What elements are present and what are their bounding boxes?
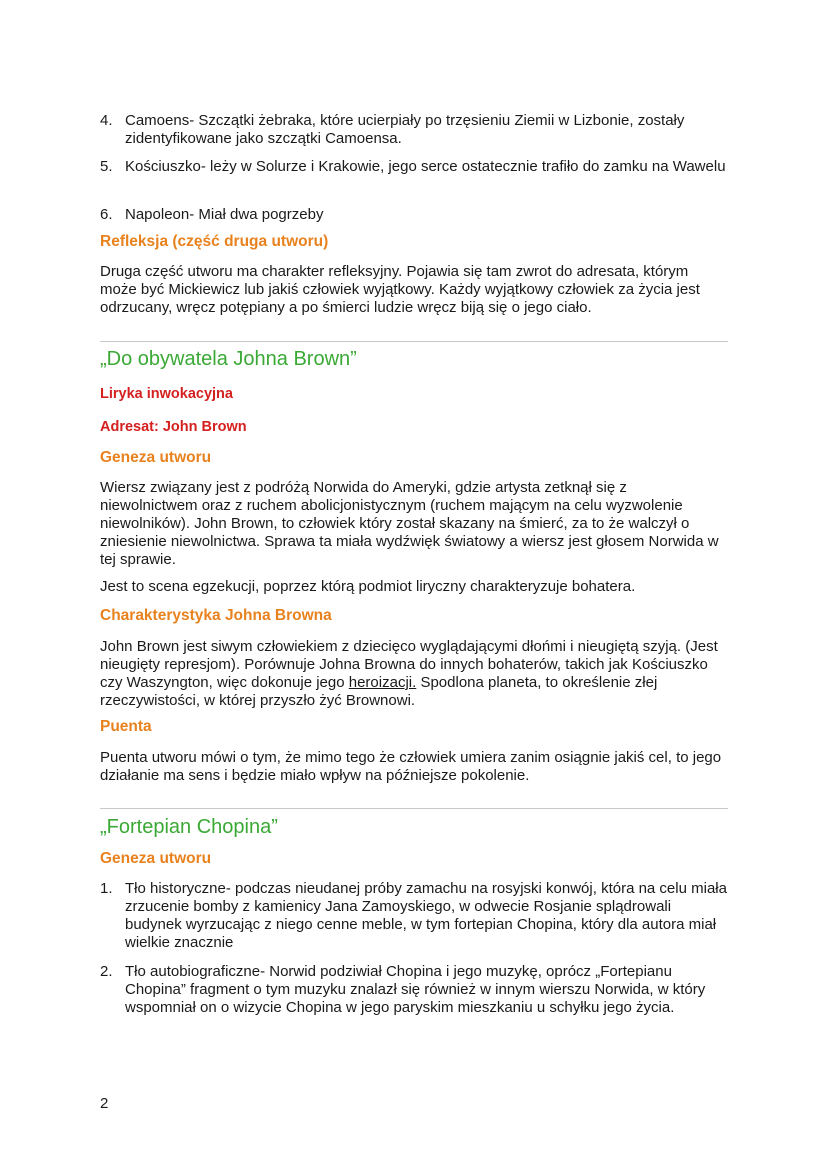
section-heading-geneza-chopin: Geneza utworu — [100, 850, 212, 867]
paragraph-puenta: Puenta utworu mówi o tym, że mimo tego że człowiek umiera zanim osiągnie jakiś cel, to jego działanie ma sens i będzie miało wpływ na późniejsze pokolenie. — [100, 749, 722, 784]
paragraph-text: Spodlona planeta, to określenie złej rzeczywistości, w której przyszło żyć Brownowi. — [100, 674, 658, 709]
list-number: 5. — [100, 158, 113, 175]
section-heading-charakterystyka: Charakterystyka Johna Browna — [100, 607, 332, 624]
paragraph-scena: Jest to scena egzekucji, poprzez którą podmiot liryczny charakteryzuje bohatera. — [100, 578, 636, 595]
section-divider — [100, 341, 728, 342]
list-item — [100, 112, 728, 148]
list-item-text: Kościuszko- leży w Solurze i Krakowie, jego serce ostatecznie trafiło do zamku na Wawelu — [125, 158, 726, 175]
list-number: 6. — [100, 206, 113, 223]
list-item-text: Napoleon- Miał dwa pogrzeby — [125, 206, 324, 223]
subheading-liryka: Liryka inwokacyjna — [100, 386, 233, 402]
section-heading-geneza: Geneza utworu — [100, 449, 212, 466]
poem-title-john-brown: „Do obywatela Johna Brown” — [100, 348, 357, 370]
list-number: 1. — [100, 880, 113, 897]
list-item — [100, 880, 728, 952]
list-item-text: Tło autobiograficzne- Norwid podziwiał Chopina i jego muzykę, oprócz „Fortepianu Chopina” fragment o tym muzyku znalazł się również w innym wierszu Norwida, w który wspomniał on o wizycie Chopina w jego paryskim mieszkaniu u schyłku jego życia. — [125, 963, 706, 1016]
list-item-text: Tło historyczne- podczas nieudanej próby zamachu na rosyjski konwój, która na celu miała zrzucenie bomby z kamienicy Jana Zamoyskiego, w odwecie Rosjanie splądrowali budynek wyrzucając z niego cenne meble, w tym fortepian Chopina, który dla autora miał wielkie znacznie — [125, 880, 727, 951]
list-item — [100, 963, 728, 1017]
paragraph-charakterystyka — [100, 638, 728, 710]
list-item — [100, 158, 728, 176]
section-heading-puenta: Puenta — [100, 718, 152, 735]
list-item-text: Camoens- Szczątki żebraka, które ucierpiały po trzęsieniu Ziemii w Lizbonie, zostały zidentyfikowane jako szczątki Camoensa. — [125, 112, 685, 147]
paragraph-geneza: Wiersz związany jest z podróżą Norwida do Ameryki, gdzie artysta zetknął się z niewolnictwem oraz z ruchem abolicjonistycznym (ruchem mającym na celu wyzwolenie niewolników). John Brown, to człowiek który został skazany na śmierć, za to że walczył o zniesienie niewolnictwa. Sprawa ta miała wydźwięk światowy a wiersz jest głosem Norwida w tej sprawie. — [100, 479, 719, 568]
paragraph-text: John Brown jest siwym człowiekiem z dziecięco wyglądającymi dłońmi i nieugiętą szyją. (Jest nieugięty represjom). Porównuje Johna Browna do innych bohaterów, takich jak Kościuszko czy Waszyngton, więc dokonuje jego — [100, 638, 718, 691]
poem-title-fortepian: „Fortepian Chopina” — [100, 816, 278, 838]
list-item — [100, 206, 728, 224]
subheading-adresat: Adresat: John Brown — [100, 419, 247, 435]
paragraph-refleksja: Druga część utworu ma charakter refleksyjny. Pojawia się tam zwrot do adresata, którym może być Mickiewicz lub jakiś człowiek wyjątkowy. Każdy wyjątkowy człowiek za życia jest odrzucany, wręcz potępiany a po śmierci ludzie wręcz biją się o jego ciało. — [100, 263, 700, 316]
list-number: 4. — [100, 112, 113, 129]
page-number: 2 — [100, 1095, 109, 1112]
underlined-term: heroizacji. — [348, 674, 417, 691]
section-divider — [100, 808, 728, 809]
section-heading-refleksja: Refleksja (część druga utworu) — [100, 233, 329, 250]
list-number: 2. — [100, 963, 113, 980]
